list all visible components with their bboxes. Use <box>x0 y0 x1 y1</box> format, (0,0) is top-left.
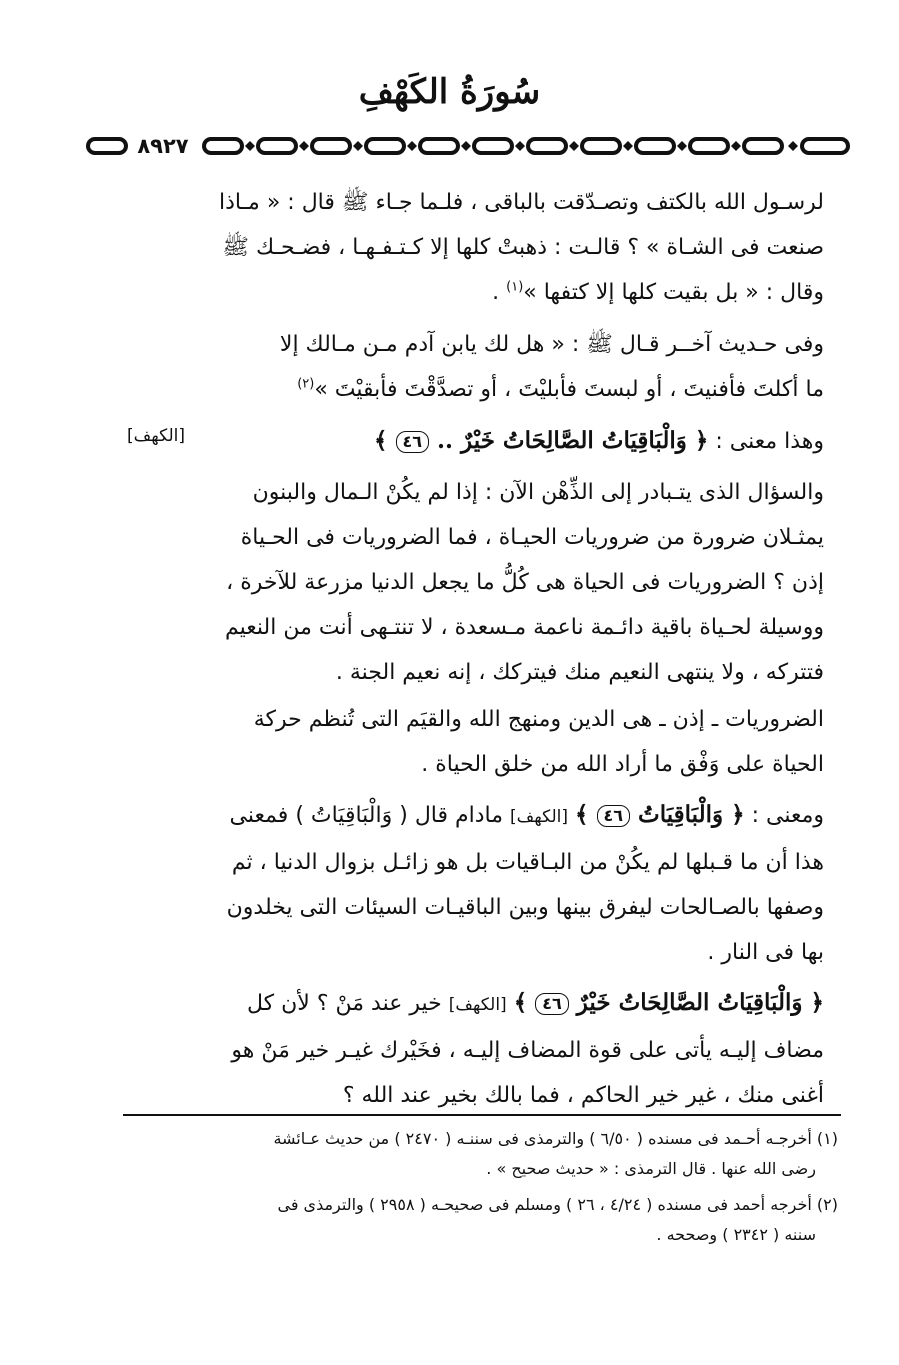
ayah-number-badge: ٤٦ <box>396 431 430 453</box>
quran-verse: ﴿ وَالْبَاقِيَاتُ <box>630 801 745 828</box>
text-line: وفى حـديث آخــر قـال ﷺ : « هل لك يابن آدم مـن مـالك إلا <box>279 332 824 357</box>
surah-reference: [الكهف] <box>127 426 185 446</box>
footnote-1 <box>126 1124 838 1184</box>
verse-close-bracket: ﴾ <box>513 989 536 1016</box>
surah-title: سُورَةُ الكَهْفِ <box>358 72 541 112</box>
footnotes <box>126 1124 838 1256</box>
paragraph-6 <box>112 792 824 975</box>
paragraph-3 <box>112 418 824 464</box>
verse-close-bracket: ﴾ <box>374 427 396 454</box>
quran-verse: ﴿ وَالْبَاقِيَاتُ الصَّالِحَاتُ خَيْرٌ .. <box>429 427 709 454</box>
footnote-divider <box>123 1114 841 1116</box>
text-line <box>112 980 824 1028</box>
text-line: إذن ؟ الضروريات فى الحياة هى كُلُّ ما يجعل الدنيا مزرعة للآخرة ، <box>226 570 824 595</box>
verse-close-bracket: ﴾ <box>575 801 597 828</box>
text-line-content: مادام قال ( وَالْبَاقِيَاتُ ) فمعنى <box>229 803 504 828</box>
footnote-line: رضى الله عنها . قال الترمذى : « حديث صحيح » . <box>486 1159 816 1178</box>
text-line-content: خير عند مَنْ ؟ لأن كل <box>247 991 442 1016</box>
quran-verse: ﴿ وَالْبَاقِيَاتُ الصَّالِحَاتُ خَيْرٌ <box>568 989 824 1016</box>
text-line: وصفها بالصـالحات ليفرق بينها وبين الباقيـات السيئات التى يخلدون <box>226 895 824 920</box>
text-line: يمثـلان ضرورة من ضروريات الحيـاة ، فما الضروريات فى الحـياة <box>240 525 824 550</box>
text-line: فتتركه ، ولا ينتهى النعيم منك فيتركك ، إنه نعيم الجنة . <box>335 660 824 685</box>
text-line-content: ما أكلتَ فأفنيتَ ، أو لبستَ فأبليْتَ ، أو تصدَّقْتَ فأبقيْتَ » <box>314 377 824 402</box>
paragraph-5 <box>112 697 824 787</box>
paragraph-2 <box>112 322 824 412</box>
text-line: مضاف إليـه يأتى على قوة المضاف إليـه ، فخَيْرك غيـر خير مَنْ هو <box>231 1038 824 1063</box>
text-line: بها فى النار . <box>707 940 824 965</box>
lead-text: وهذا معنى : <box>715 429 824 454</box>
text-line: أغنى منك ، غير خير الحاكم ، فما بالك بخير عند الله ؟ <box>342 1083 824 1108</box>
text-line: صنعت فى الشـاة » ؟ قالـت : ذهبتْ كلها إلا كـتـفـهـا ، فضـحـك ﷺ <box>222 235 824 260</box>
paragraph-7 <box>112 980 824 1118</box>
footnote-line: (١) أخرجـه أحـمد فى مسنده ( ٦/٥٠ ) والترمذى فى سننـه ( ٢٤٧٠ ) من حديث عـائشة <box>273 1129 838 1148</box>
surah-reference: [الكهف] <box>448 995 507 1015</box>
surah-reference: [الكهف] <box>510 807 569 827</box>
ayah-number-badge: ٤٦ <box>535 993 569 1015</box>
page-number: ٨٩٢٧ <box>137 134 189 158</box>
text-line <box>112 792 824 840</box>
text-line: ووسيلة لحـياة باقية دائـمة ناعمة مـسعدة ، لا تنتـهى أنت من النعيم <box>224 615 824 640</box>
footnote-line: (٢) أخرجه أحمد فى مسنده ( ٤/٢٤ ، ٢٦ ) ومسلم فى صحيحـه ( ٢٩٥٨ ) والترمذى فى <box>277 1195 838 1214</box>
text-line-content: وقال : « بل بقيت كلها إلا كتفها » <box>523 280 824 305</box>
text-line: الضروريات ـ إذن ـ هى الدين ومنهج الله والقيَم التى تُنظم حركة <box>253 707 824 732</box>
footnote-line: سننه ( ٢٣٤٢ ) وصححه . <box>656 1225 816 1244</box>
footnote-2 <box>126 1190 838 1250</box>
lead-text: ومعنى : <box>751 803 824 828</box>
paragraph-4 <box>112 470 824 695</box>
text-line: الحياة على وَفْق ما أراد الله من خلق الحياة . <box>421 752 824 777</box>
footnote-marker-2: (٢) <box>297 376 315 392</box>
footnote-marker-1: (١) <box>506 279 524 295</box>
text-line <box>112 367 824 412</box>
paragraph-1 <box>112 180 824 315</box>
ayah-number-badge: ٤٦ <box>597 805 631 827</box>
text-line: والسؤال الذى يتـبادر إلى الذِّهْن الآن : إذا لم يكُنْ الـمال والبنون <box>252 480 824 505</box>
text-line: هذا أن ما قـبلها لم يكُنْ من البـاقيات بل هو زائـل بزوال الدنيا ، ثم <box>231 850 824 875</box>
header-ornament-border <box>86 133 856 159</box>
text-line: لرسـول الله بالكتف وتصـدّقت بالباقى ، فلـما جـاء ﷺ قال : « مـاذا <box>219 190 824 215</box>
text-line: وقال : « بل بقيت كلها إلا كتفها »$^{(١)}$ . <box>492 279 824 305</box>
text-line <box>112 418 824 464</box>
